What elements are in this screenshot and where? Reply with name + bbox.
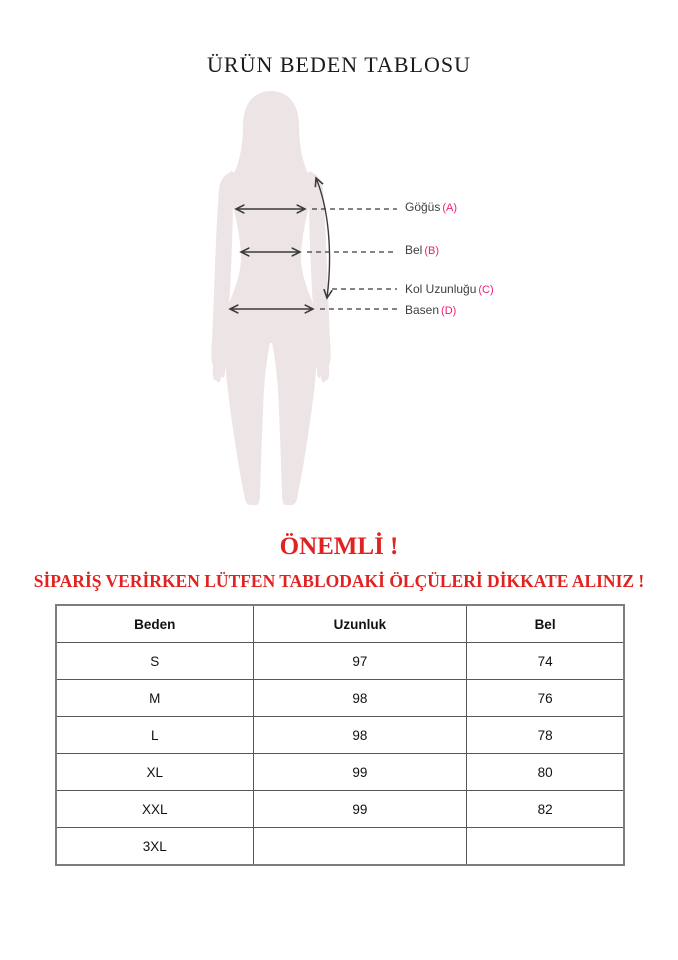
important-heading: ÖNEMLİ ! [279,533,399,560]
column-header-size: Beden [56,605,253,643]
body-silhouette [211,91,330,505]
table-row [56,754,624,791]
table-row [56,717,624,754]
table-row [56,643,624,680]
size-cell: M [56,680,253,717]
waist-cell: 74 [467,643,624,680]
length-cell: 97 [253,643,467,680]
measurement-name: Basen [405,303,440,317]
waist-cell: 80 [467,754,624,791]
waist-cell: 76 [467,680,624,717]
silhouette-head-hair [231,91,311,192]
warning-text: SİPARİŞ VERİRKEN LÜTFEN TABLODAKİ ÖLÇÜLERİ DİKKATE ALINIZ ! [33,571,645,591]
table-row [56,680,624,717]
page-title: ÜRÜN BEDEN TABLOSU [207,52,471,77]
waist-cell [467,828,624,866]
waist-cell: 78 [467,717,624,754]
size-cell: XXL [56,791,253,828]
length-cell: 99 [253,754,467,791]
waist-cell: 82 [467,791,624,828]
column-header-length: Uzunluk [253,605,467,643]
measurement-label-waist [405,243,439,257]
size-cell: S [56,643,253,680]
size-table-header-row [56,605,624,643]
measurement-letter: (D) [441,305,457,317]
length-cell [253,828,467,866]
measurement-name: Kol Uzunluğu [405,282,477,296]
table-row [56,791,624,828]
body-measurement-diagram [183,85,403,505]
size-table [55,604,625,866]
length-cell: 98 [253,680,467,717]
measurement-letter: (B) [424,245,440,257]
length-cell: 98 [253,717,467,754]
silhouette-torso-legs [225,171,318,505]
measurement-label-arm-length [405,282,494,296]
size-cell: XL [56,754,253,791]
measurement-label-hip [405,303,456,317]
measurement-letter: (C) [478,284,494,296]
size-cell: L [56,717,253,754]
measurement-label-chest [405,200,457,214]
measurement-name: Göğüs [405,200,441,214]
measurement-letter: (A) [442,202,458,214]
measurement-name: Bel [405,243,423,257]
table-row [56,828,624,866]
column-header-waist: Bel [467,605,624,643]
length-cell: 99 [253,791,467,828]
size-cell: 3XL [56,828,253,866]
